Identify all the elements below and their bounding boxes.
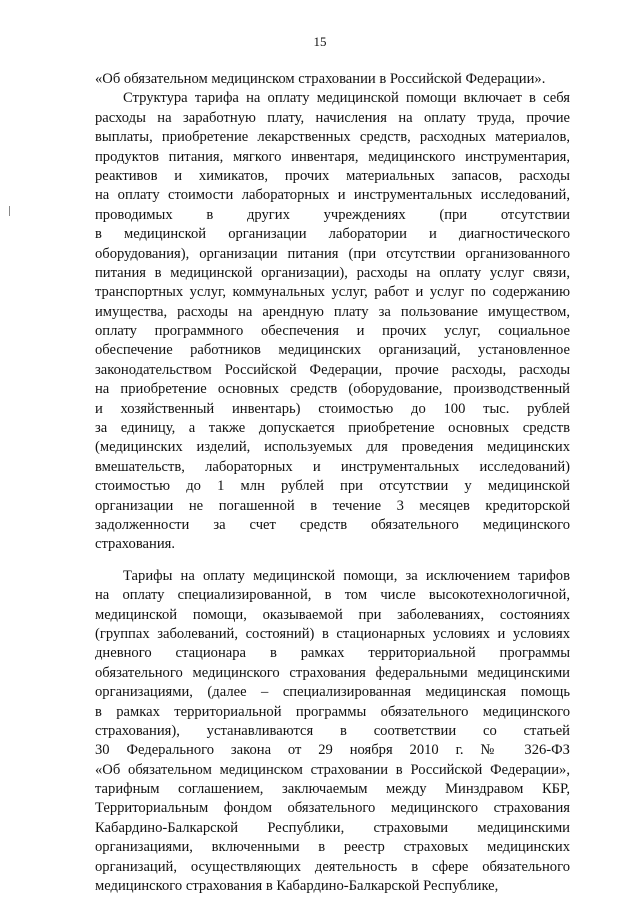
- text-line: организациями, включенными в реестр страховых медицинских: [95, 839, 570, 856]
- text-line: за единицу, а также допускается приобретение основных средств: [95, 420, 570, 437]
- text-line: организации не погашенной в течение 3 месяцев кредиторской: [95, 497, 570, 514]
- text-line: расходы на заработную плату, начисления на оплату труда, прочие: [95, 109, 570, 126]
- document-body: [95, 70, 570, 896]
- text-line: оборудования), организации питания (при отсутствии организованного: [95, 245, 570, 262]
- text-line: 30 Федерального закона от 29 ноября 2010 г. № 326-ФЗ: [95, 742, 570, 759]
- text-line: вмешательств, лабораторных и инструментальных исследований): [95, 458, 570, 475]
- text-line: Территориальным фондом обязательного медицинского страхования: [95, 800, 570, 817]
- text-line: стоимостью до 1 млн рублей при отсутствии у медицинской: [95, 478, 570, 495]
- text-line: страхования), устанавливаются в соответствии со статьей: [95, 722, 570, 739]
- text-line: тарифным соглашением, заключаемым между Минздравом КБР,: [95, 781, 570, 798]
- text-line: обязательного медицинского страхования федеральными медицинскими: [95, 664, 570, 681]
- text-line: транспортных услуг, коммунальных услуг, работ и услуг по содержанию: [95, 284, 570, 301]
- text-line: оплату программного обеспечения и прочих услуг, социальное: [95, 323, 570, 340]
- text-line: питания в медицинской организации), расходы на оплату услуг связи,: [95, 264, 570, 281]
- paragraph-tariff-structure: [95, 70, 570, 555]
- text-line: выплаты, приобретение лекарственных средств, расходных материалов,: [95, 129, 570, 146]
- text-line: в медицинской организации лаборатории и диагностического: [95, 226, 570, 243]
- text-line: медицинского страхования в Кабардино-Балкарской Республике,: [95, 878, 499, 895]
- paragraph-tariffs: [95, 567, 570, 897]
- margin-mark: [9, 206, 10, 216]
- text-line: медицинской помощи, оказываемой при заболеваниях, состояниях: [95, 606, 570, 623]
- text-line: и хозяйственный инвентарь) стоимостью до 100 тыс. рублей: [95, 400, 570, 417]
- text-line: на оплату стоимости лабораторных и инструментальных исследований,: [95, 187, 570, 204]
- text-line: имущества, расходы на арендную плату за пользование имуществом,: [95, 303, 570, 320]
- text-line: Тарифы на оплату медицинской помощи, за исключением тарифов: [123, 567, 570, 584]
- text-line: (группах заболеваний, состояний) в стационарных условиях и условиях: [95, 625, 570, 642]
- text-line: дневного стационара в рамках территориальной программы: [95, 645, 570, 662]
- text-line: Кабардино-Балкарской Республики, страховыми медицинскими: [95, 819, 570, 836]
- text-line: на приобретение основных средств (оборудование, производственный: [95, 381, 570, 398]
- text-line: законодательством Российской Федерации, прочие расходы, расходы: [95, 361, 570, 378]
- text-line: обеспечение работников медицинских организаций, установленное: [95, 342, 570, 359]
- text-line: задолженности за счет средств обязательного медицинского: [95, 516, 570, 533]
- text-line: на оплату специализированной, в том числе высокотехнологичной,: [95, 587, 570, 604]
- text-line: (медицинских изделий, используемых для проведения медицинских: [95, 439, 570, 456]
- page-number: 15: [313, 34, 327, 49]
- text-line: проводимых в других учреждениях (при отсутствии: [95, 206, 570, 223]
- text-line: страхования.: [95, 536, 176, 553]
- text-line: Структура тарифа на оплату медицинской помощи включает в себя: [123, 90, 570, 107]
- text-line: «Об обязательном медицинском страховании в Российской Федерации»,: [95, 761, 570, 778]
- text-line: организациями, (далее – специализированная медицинская помощь: [95, 684, 570, 701]
- text-line: «Об обязательном медицинском страховании в Российской Федерации».: [95, 71, 546, 87]
- text-line: продуктов питания, мягкого инвентаря, медицинского инструментария,: [95, 148, 570, 165]
- text-line: организаций, осуществляющих деятельность в сфере обязательного: [95, 858, 570, 875]
- text-line: в рамках территориальной программы обязательного медицинского: [95, 703, 570, 720]
- text-line: реактивов и химикатов, прочих материальных запасов, расходы: [95, 167, 570, 184]
